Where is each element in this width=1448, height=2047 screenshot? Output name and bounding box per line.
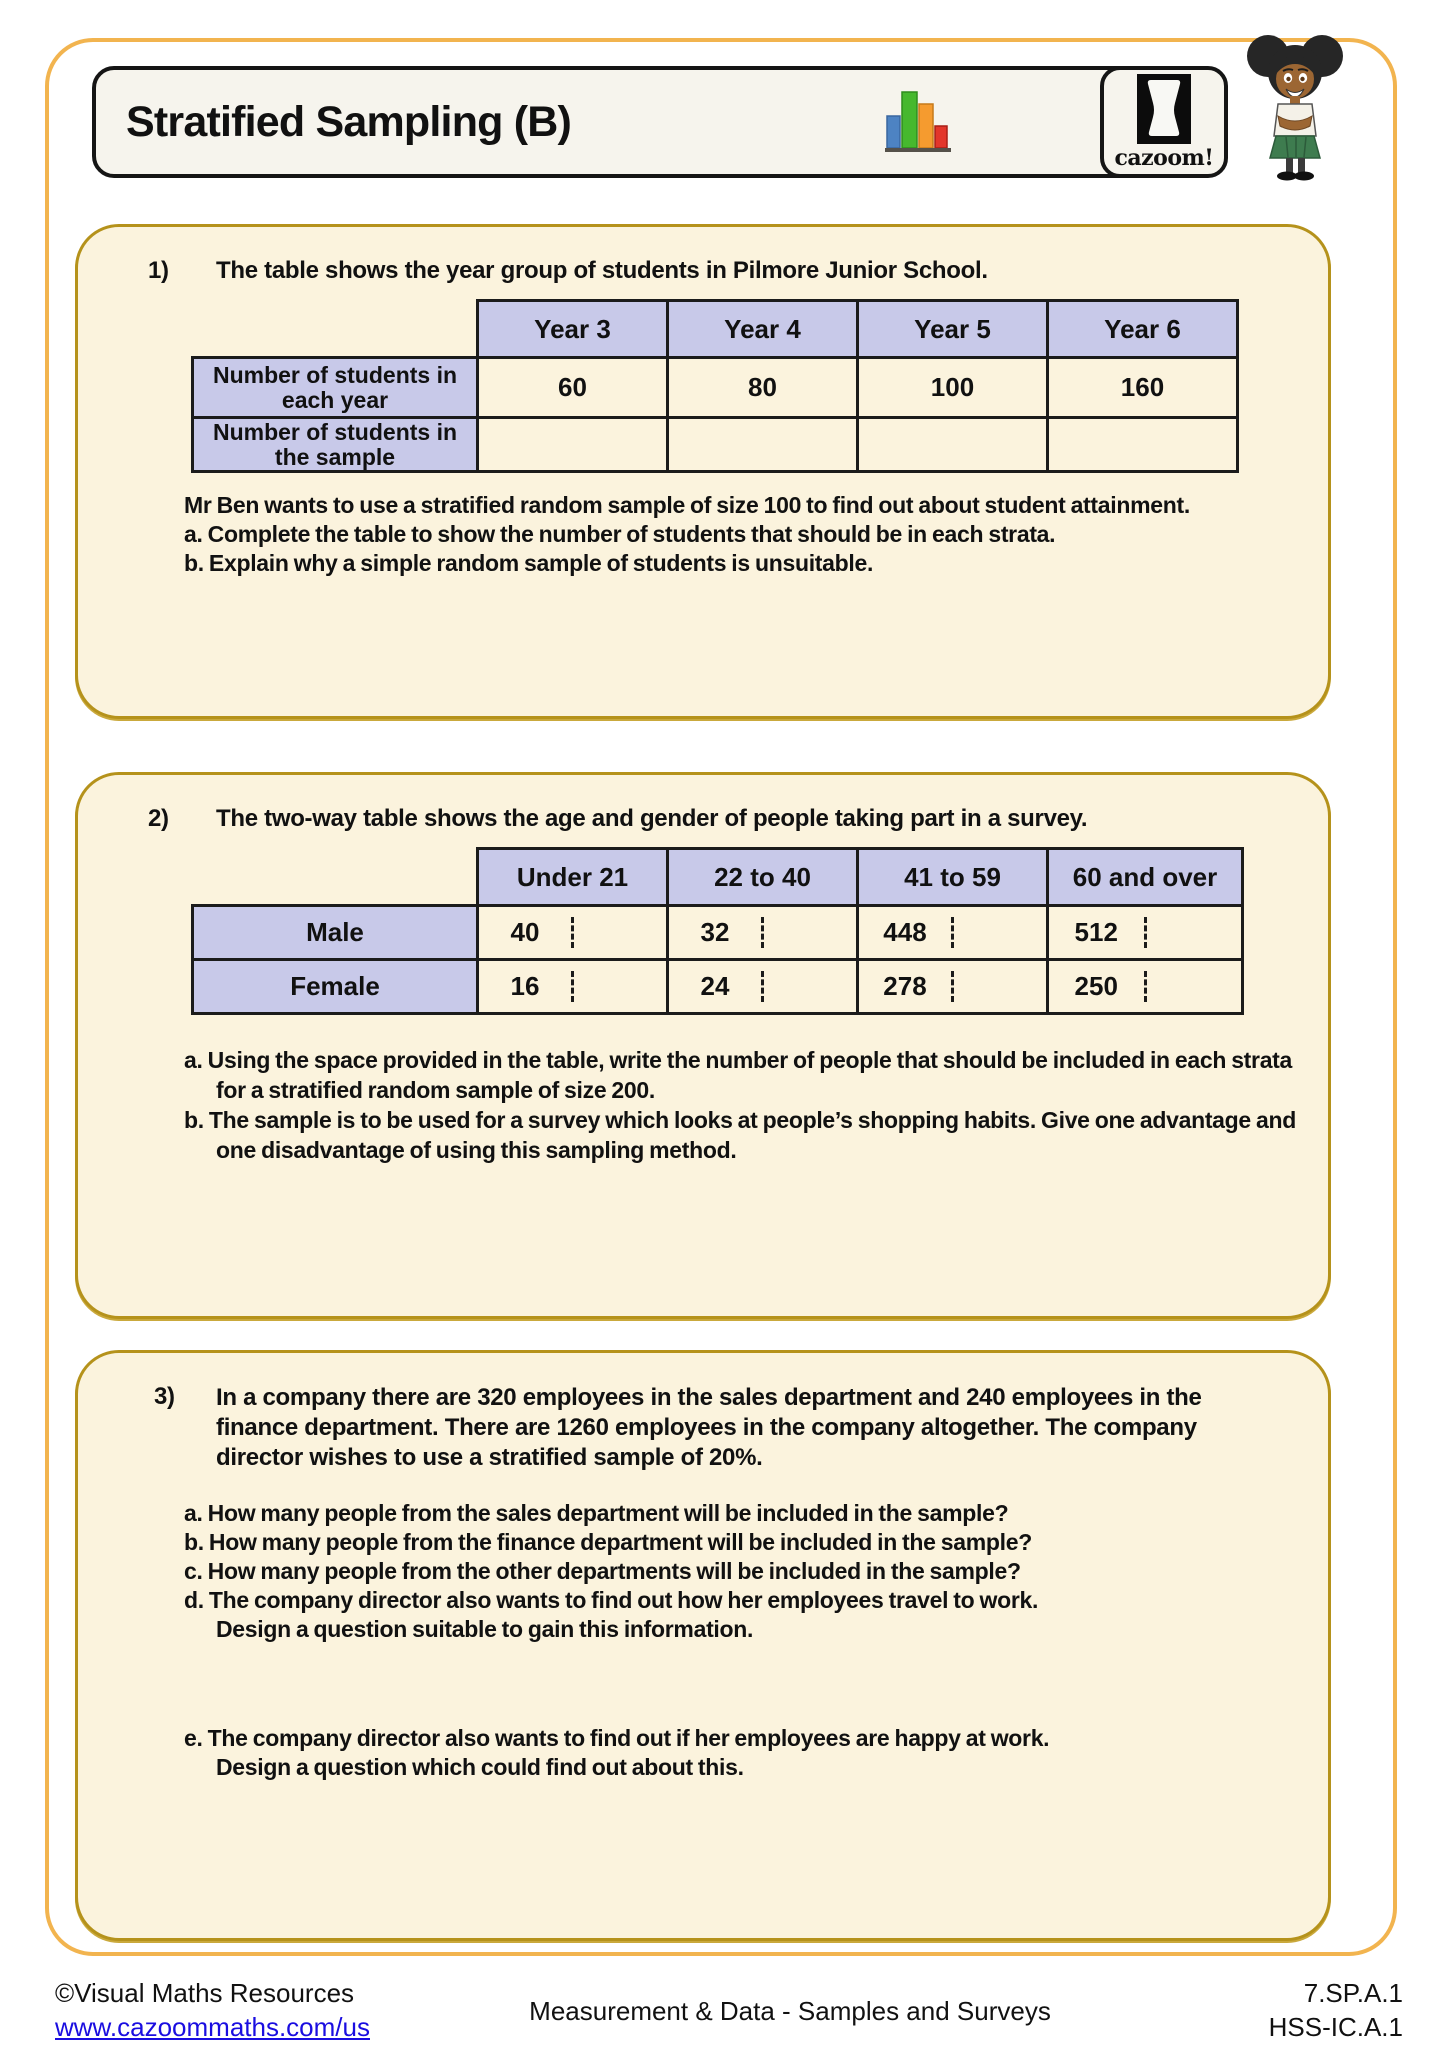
q1-part-b: b. Explain why a simple random sample of students is unsuitable. xyxy=(184,550,874,576)
question-3-box xyxy=(75,1350,1331,1941)
q2-cell xyxy=(1048,906,1243,960)
q2-col-header: 60 and over xyxy=(1048,849,1243,906)
question-1-box xyxy=(75,224,1331,719)
footer-standard-1: 7.SP.A.1 xyxy=(1303,1978,1403,2008)
q1-col-header: Year 4 xyxy=(668,301,858,358)
q2-cell xyxy=(668,960,858,1014)
q2-cell xyxy=(1048,960,1243,1014)
q2-cell xyxy=(478,960,668,1014)
page-title: Stratified Sampling (B) xyxy=(126,97,572,146)
footer-left xyxy=(55,1976,370,2044)
q2-cell xyxy=(858,906,1048,960)
q2-cell xyxy=(858,960,1048,1014)
q2-col-header: Under 21 xyxy=(478,849,668,906)
q1-row-label: Number of students in each year xyxy=(193,358,478,418)
q1-value-cell: 100 xyxy=(858,358,1048,418)
table-corner-spacer xyxy=(193,849,478,906)
answer-space xyxy=(574,971,666,1002)
answer-space xyxy=(954,917,1046,948)
footer-link[interactable]: www.cazoommaths.com/us xyxy=(55,2012,370,2042)
footer-standards xyxy=(1269,1976,1403,2044)
q2-value: 250 xyxy=(1049,971,1147,1002)
q2-value: 278 xyxy=(859,971,954,1002)
q1-value-cell: 80 xyxy=(668,358,858,418)
answer-space xyxy=(954,971,1046,1002)
q1-table xyxy=(191,299,1239,473)
q2-prompt-line xyxy=(78,775,1328,833)
q3-part-e: e. The company director also wants to find out if her employees are happy at work. xyxy=(184,1725,1050,1751)
q3-intro: In a company there are 320 employees in the sales department and 240 employees in the finance department. There are 1260 employees in the company altogether. The company director wishes to use a stratified sample of 20%. xyxy=(216,1384,1202,1471)
answer-space xyxy=(1147,917,1242,948)
q2-col-header: 41 to 59 xyxy=(858,849,1048,906)
q2-col-header: 22 to 40 xyxy=(668,849,858,906)
bar-chart-icon xyxy=(885,90,955,159)
q2-part-b: b. The sample is to be used for a survey which looks at people’s shopping habits. Give one advantage and one disadvantage of using this sampling method. xyxy=(184,1107,1296,1163)
q2-number: 2) xyxy=(148,805,169,832)
answer-space xyxy=(764,971,856,1002)
footer-topic: Measurement & Data - Samples and Surveys xyxy=(529,1996,1051,2026)
answer-space xyxy=(764,917,856,948)
q1-number: 1) xyxy=(148,257,169,284)
answer-space xyxy=(574,917,666,948)
q2-part-a: a. Using the space provided in the table, write the number of people that should be included in each strata for a stratified random sample of size 200. xyxy=(184,1047,1293,1103)
table-corner-spacer xyxy=(193,301,478,358)
q3-intro-line xyxy=(78,1353,1328,1473)
q2-prompt: The two-way table shows the age and gender of people taking part in a survey. xyxy=(216,805,1088,832)
q1-note: Mr Ben wants to use a stratified random sample of size 100 to find out about student attainment. xyxy=(184,492,1190,518)
q2-row-label: Male xyxy=(193,906,478,960)
cazoom-goblet-icon xyxy=(1137,74,1191,144)
q3-part-d-continued: Design a question suitable to gain this information. xyxy=(216,1616,754,1642)
q1-col-header: Year 6 xyxy=(1048,301,1238,358)
q2-value: 512 xyxy=(1049,917,1147,948)
question-2-box xyxy=(75,772,1331,1319)
footer-standard-2: HSS-IC.A.1 xyxy=(1268,2012,1403,2042)
footer-copyright: ©Visual Maths Resources xyxy=(55,1978,355,2008)
q1-col-header: Year 5 xyxy=(858,301,1048,358)
q1-answer-cell xyxy=(668,418,858,472)
q1-value-cell: 60 xyxy=(478,358,668,418)
q3-part-b: b. How many people from the finance department will be included in the sample? xyxy=(184,1529,1032,1555)
q3-part-c: c. How many people from the other departments will be included in the sample? xyxy=(184,1558,1021,1584)
q3-part-e-continued: Design a question which could find out about this. xyxy=(216,1754,744,1780)
q2-table xyxy=(191,847,1244,1015)
q1-answer-cell xyxy=(858,418,1048,472)
answer-space xyxy=(1147,971,1242,1002)
q2-value: 40 xyxy=(479,917,574,948)
q2-cell xyxy=(478,906,668,960)
student-illustration xyxy=(1238,32,1350,187)
q3-part-a: a. How many people from the sales department will be included in the sample? xyxy=(184,1500,1009,1526)
cazoom-logo xyxy=(1100,66,1228,178)
cazoom-logo-text: cazoom! xyxy=(1114,144,1214,171)
q2-value: 24 xyxy=(669,971,764,1002)
q1-part-a: a. Complete the table to show the number of students that should be in each strata. xyxy=(184,521,1056,547)
q2-cell xyxy=(668,906,858,960)
q3-part-d: d. The company director also wants to find out how her employees travel to work. xyxy=(184,1587,1039,1613)
q1-answer-cell xyxy=(478,418,668,472)
q2-value: 32 xyxy=(669,917,764,948)
title-box xyxy=(92,66,1224,178)
q1-prompt: The table shows the year group of students in Pilmore Junior School. xyxy=(216,257,988,284)
q1-answer-cell xyxy=(1048,418,1238,472)
q1-prompt-line xyxy=(78,227,1328,285)
q2-value: 16 xyxy=(479,971,574,1002)
q1-col-header: Year 3 xyxy=(478,301,668,358)
q2-value: 448 xyxy=(859,917,954,948)
q1-value-cell: 160 xyxy=(1048,358,1238,418)
q3-number: 3) xyxy=(154,1383,175,1410)
q2-row-label: Female xyxy=(193,960,478,1014)
q1-row-label: Number of students in the sample xyxy=(193,418,478,472)
